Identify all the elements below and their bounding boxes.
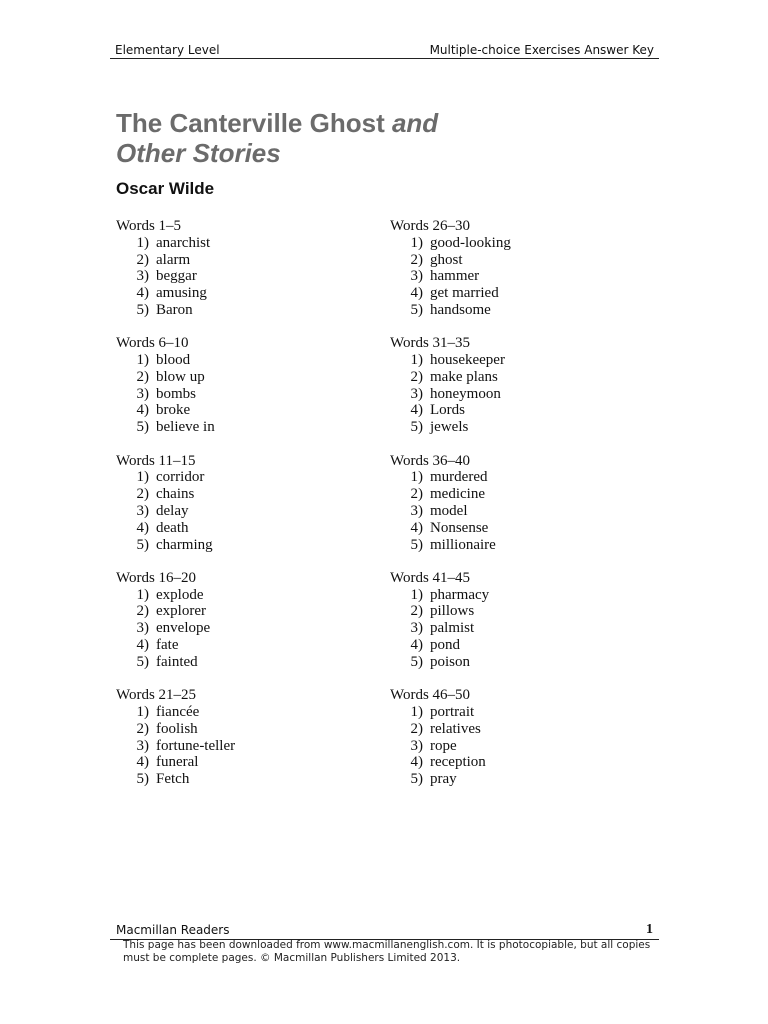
answer-list xyxy=(390,704,640,788)
copyright-note: This page has been downloaded from www.macmillanenglish.com. It is photocopiable, but all copies must be complete pages. © Macmillan Publishers Limited 2013. xyxy=(123,939,651,964)
answer-item xyxy=(116,252,366,269)
answer-word: honeymoon xyxy=(430,385,501,402)
answer-word: charming xyxy=(156,536,213,553)
answer-number: 2) xyxy=(410,720,423,737)
answer-number: 5) xyxy=(136,653,149,670)
answer-item xyxy=(116,235,366,252)
answer-word: Lords xyxy=(430,402,465,419)
answer-number: 4) xyxy=(136,402,149,419)
answer-number: 3) xyxy=(410,737,423,754)
answer-item xyxy=(116,721,366,738)
answer-item xyxy=(116,352,366,369)
answer-number: 4) xyxy=(410,637,423,654)
answer-word: Fetch xyxy=(156,771,190,788)
answer-number: 3) xyxy=(136,268,149,285)
answer-word: chains xyxy=(156,486,195,503)
answer-item xyxy=(116,503,366,520)
answer-item xyxy=(116,520,366,537)
answer-number: 4) xyxy=(410,402,423,419)
answer-list xyxy=(116,587,366,671)
answer-number: 5) xyxy=(410,536,423,553)
answer-item xyxy=(390,503,640,520)
group-heading: Words 41–45 xyxy=(390,569,471,586)
answer-word: Baron xyxy=(156,301,193,318)
answer-list xyxy=(116,469,366,553)
answer-number: 5) xyxy=(410,653,423,670)
answer-word: beggar xyxy=(156,268,197,285)
answer-word: housekeeper xyxy=(430,352,505,369)
answer-number: 4) xyxy=(410,519,423,536)
answer-item xyxy=(116,754,366,771)
answer-number: 2) xyxy=(136,368,149,385)
answer-item xyxy=(390,537,640,554)
answer-column-left xyxy=(116,218,366,804)
answer-number: 2) xyxy=(136,486,149,503)
answer-item xyxy=(390,252,640,269)
answer-item xyxy=(390,704,640,721)
answer-word: blood xyxy=(156,352,191,369)
answer-word: reception xyxy=(430,754,486,771)
answer-item xyxy=(390,754,640,771)
answer-word: corridor xyxy=(156,469,205,486)
answer-item xyxy=(390,386,640,403)
answer-word: funeral xyxy=(156,754,199,771)
answer-item xyxy=(390,419,640,436)
answer-item xyxy=(390,721,640,738)
answer-number: 3) xyxy=(410,502,423,519)
answer-word: explorer xyxy=(156,603,206,620)
answer-item xyxy=(390,469,640,486)
answer-item xyxy=(390,620,640,637)
answer-item xyxy=(390,369,640,386)
group-heading: Words 36–40 xyxy=(390,452,471,469)
answer-word: relatives xyxy=(430,720,481,737)
answer-list xyxy=(116,352,366,436)
answer-item xyxy=(116,285,366,302)
word-group xyxy=(390,335,640,436)
answer-word: ghost xyxy=(430,251,463,268)
answer-number: 3) xyxy=(136,385,149,402)
answer-number: 2) xyxy=(410,251,423,268)
answer-item xyxy=(116,704,366,721)
title-subtitle: Other Stories xyxy=(116,138,281,168)
answer-number: 4) xyxy=(410,754,423,771)
answer-word: rope xyxy=(430,737,457,754)
answer-item xyxy=(116,268,366,285)
group-heading: Words 26–30 xyxy=(390,218,471,234)
answer-item xyxy=(116,302,366,319)
answer-number: 1) xyxy=(410,703,423,720)
answer-item xyxy=(116,369,366,386)
answer-word: make plans xyxy=(430,368,498,385)
answer-word: poison xyxy=(430,653,471,670)
word-group xyxy=(390,687,640,788)
answer-number: 1) xyxy=(410,586,423,603)
answer-word: good-looking xyxy=(430,234,511,251)
answer-word: alarm xyxy=(156,251,191,268)
answer-list xyxy=(390,235,640,319)
answer-item xyxy=(390,402,640,419)
group-heading: Words 16–20 xyxy=(116,569,197,586)
answer-number: 3) xyxy=(410,385,423,402)
answer-number: 1) xyxy=(410,352,423,369)
answer-number: 5) xyxy=(410,771,423,788)
answer-number: 1) xyxy=(136,703,149,720)
word-group xyxy=(116,218,366,319)
group-heading: Words 46–50 xyxy=(390,687,471,704)
author-name: Oscar Wilde xyxy=(116,179,215,198)
answer-number: 3) xyxy=(136,502,149,519)
word-group xyxy=(116,570,366,671)
answer-number: 2) xyxy=(410,368,423,385)
answer-word: portrait xyxy=(430,703,475,720)
group-heading: Words 6–10 xyxy=(116,335,189,352)
answer-item xyxy=(390,603,640,620)
answer-number: 1) xyxy=(410,234,423,251)
answer-number: 5) xyxy=(136,771,149,788)
answer-item xyxy=(116,587,366,604)
answer-item xyxy=(116,419,366,436)
header-doc-type: Multiple-choice Exercises Answer Key xyxy=(429,43,654,57)
book-title xyxy=(116,108,438,168)
answer-number: 3) xyxy=(410,620,423,637)
answer-word: jewels xyxy=(430,419,469,436)
answer-word: handsome xyxy=(430,301,491,318)
answer-word: pillows xyxy=(430,603,475,620)
answer-word: medicine xyxy=(430,486,485,503)
answer-number: 2) xyxy=(136,720,149,737)
answer-word: pond xyxy=(430,637,460,654)
answer-number: 5) xyxy=(410,301,423,318)
answer-number: 2) xyxy=(136,603,149,620)
answer-word: pharmacy xyxy=(430,586,490,603)
answer-number: 1) xyxy=(136,234,149,251)
answer-list xyxy=(116,235,366,319)
answer-word: Nonsense xyxy=(430,519,489,536)
answer-number: 5) xyxy=(410,419,423,436)
answer-number: 2) xyxy=(410,486,423,503)
answer-item xyxy=(390,285,640,302)
word-group xyxy=(390,453,640,554)
word-group xyxy=(390,570,640,671)
word-group xyxy=(116,687,366,788)
answer-item xyxy=(390,738,640,755)
title-main: The Canterville Ghost xyxy=(116,108,385,138)
answer-list xyxy=(390,587,640,671)
answer-item xyxy=(116,537,366,554)
answer-number: 5) xyxy=(136,419,149,436)
answer-item xyxy=(390,654,640,671)
answer-word: envelope xyxy=(156,620,211,637)
answer-number: 1) xyxy=(136,469,149,486)
answer-number: 1) xyxy=(410,469,423,486)
answer-number: 3) xyxy=(136,620,149,637)
footer-publisher: Macmillan Readers xyxy=(116,923,230,937)
answer-word: fortune-teller xyxy=(156,737,236,754)
group-heading: Words 1–5 xyxy=(116,218,182,234)
answer-number: 1) xyxy=(136,352,149,369)
answer-word: hammer xyxy=(430,268,480,285)
answer-number: 4) xyxy=(136,519,149,536)
answer-item xyxy=(116,386,366,403)
answer-word: fiancée xyxy=(156,703,200,720)
answer-item xyxy=(390,637,640,654)
answer-item xyxy=(390,486,640,503)
answer-word: millionaire xyxy=(430,536,496,553)
answer-word: foolish xyxy=(156,720,198,737)
answer-number: 4) xyxy=(410,285,423,302)
answer-number: 3) xyxy=(136,737,149,754)
group-heading: Words 21–25 xyxy=(116,687,197,704)
answer-number: 2) xyxy=(410,603,423,620)
answer-word: anarchist xyxy=(156,234,211,251)
page-footer xyxy=(116,922,653,938)
answer-word: fate xyxy=(156,637,179,654)
answer-number: 1) xyxy=(136,586,149,603)
title-and: and xyxy=(391,108,439,138)
answer-item xyxy=(116,603,366,620)
answer-word: delay xyxy=(156,502,189,519)
answer-item xyxy=(390,587,640,604)
answer-word: model xyxy=(430,502,468,519)
page-header xyxy=(110,42,659,59)
answer-number: 5) xyxy=(136,536,149,553)
answer-list xyxy=(116,704,366,788)
answer-item xyxy=(390,235,640,252)
answer-number: 4) xyxy=(136,637,149,654)
answer-word: blow up xyxy=(156,368,205,385)
answer-word: pray xyxy=(430,771,457,788)
answer-item xyxy=(116,654,366,671)
word-group xyxy=(116,335,366,436)
answer-item xyxy=(116,637,366,654)
answer-list xyxy=(390,352,640,436)
answer-word: bombs xyxy=(156,385,197,402)
page-number: 1 xyxy=(646,922,653,937)
answer-item xyxy=(116,771,366,788)
answer-word: explode xyxy=(156,586,204,603)
answer-number: 3) xyxy=(410,268,423,285)
answer-word: believe in xyxy=(156,419,215,436)
answer-word: death xyxy=(156,519,189,536)
group-heading: Words 11–15 xyxy=(116,452,196,469)
answer-word: get married xyxy=(430,285,499,302)
word-group xyxy=(390,218,640,319)
answer-item xyxy=(390,352,640,369)
answer-word: murdered xyxy=(430,469,488,486)
answer-word: amusing xyxy=(156,285,207,302)
answer-word: broke xyxy=(156,402,191,419)
header-level: Elementary Level xyxy=(115,43,220,57)
answer-item xyxy=(116,486,366,503)
group-heading: Words 31–35 xyxy=(390,335,471,352)
word-group xyxy=(116,453,366,554)
answer-word: fainted xyxy=(156,653,198,670)
answer-column-right xyxy=(390,218,640,804)
answer-item xyxy=(390,268,640,285)
answer-number: 4) xyxy=(136,285,149,302)
answer-item xyxy=(116,738,366,755)
answer-item xyxy=(116,402,366,419)
answer-item xyxy=(116,620,366,637)
answer-number: 4) xyxy=(136,754,149,771)
answer-list xyxy=(390,469,640,553)
answer-item xyxy=(116,469,366,486)
answer-item xyxy=(390,302,640,319)
answer-number: 2) xyxy=(136,251,149,268)
answer-number: 5) xyxy=(136,301,149,318)
answer-item xyxy=(390,520,640,537)
answer-item xyxy=(390,771,640,788)
answer-word: palmist xyxy=(430,620,475,637)
